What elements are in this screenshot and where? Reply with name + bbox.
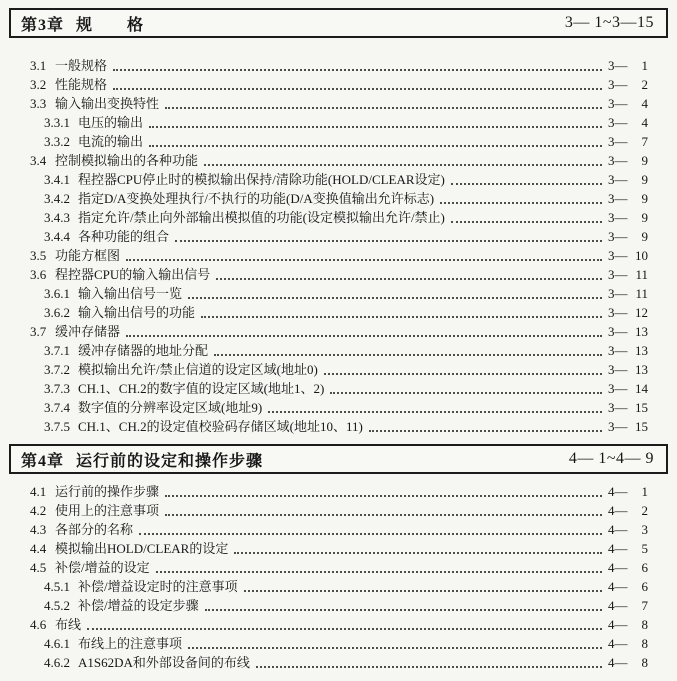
toc-entry-page-number: 15 [635,419,648,434]
toc-entry [30,322,648,341]
toc-entry-number: 4.6 [30,617,47,632]
chapter-4-number: 第4章 [21,452,65,470]
toc-entry-page [608,284,648,303]
chapter-3-number: 第3章 [21,16,65,34]
dot-leader [149,126,602,128]
toc-entry-title: 各种功能的组合 [78,229,170,244]
toc-entry-page [608,56,648,75]
toc-entry-page-number: 9 [641,191,648,206]
toc-entry-number: 4.3 [30,522,47,537]
toc-entry-page-number: 9 [641,210,648,225]
toc-entry [30,75,648,94]
toc-entry-page [608,539,648,558]
toc-entry-title: 布线 [55,617,82,632]
toc-entry-number: 3.3.1 [44,115,70,130]
toc-entry-page [608,75,648,94]
toc-entry-page-number: 8 [641,655,648,670]
toc-entry-title: 补偿/增益的设定 [55,560,150,575]
toc-entry-title: 布线上的注意事项 [78,636,183,651]
toc-entry-page-chapter: 3— [608,210,628,225]
toc-entry-title: 性能规格 [55,77,108,92]
dot-leader [126,259,602,261]
toc-entry-page-chapter: 3— [608,381,628,396]
toc-entry-page [608,322,648,341]
toc-entry-page-chapter: 4— [608,560,628,575]
toc-entry-page [608,341,648,360]
toc-entry-title: CH.1、CH.2的设定值校验码存储区域(地址10、11) [78,419,363,434]
toc-entry-title: 模拟输出允许/禁止信道的设定区域(地址0) [78,362,318,377]
chapter-3-header [9,8,668,38]
toc-entry-page-chapter: 3— [608,343,628,358]
toc-entry-number: 3.1 [30,58,47,73]
toc-entry-number: 3.4.4 [44,229,70,244]
toc-entry-title: 一般规格 [55,58,108,73]
toc-entry-page [608,558,648,577]
toc-entry-page-number: 11 [635,267,648,282]
toc-entry-page [608,303,648,322]
toc-entry-page-chapter: 3— [608,248,628,263]
dot-leader [256,666,602,668]
toc-entry-page [608,653,648,672]
toc-entry-page [608,634,648,653]
dot-leader [113,69,602,71]
toc-entry [30,596,648,615]
dot-leader [201,316,602,318]
toc-entry-title: 使用上的注意事项 [55,503,160,518]
toc-entry-page-chapter: 4— [608,484,628,499]
toc-entry-title: 程控器CPU停止时的模拟输出保持/清除功能(HOLD/CLEAR设定) [78,172,445,187]
toc-entry-number: 3.7.1 [44,343,70,358]
dot-leader [126,335,602,337]
toc-entry-title: 输入输出信号的功能 [78,305,196,320]
toc-entry-title: 功能方框图 [55,248,121,263]
toc-entry-title: CH.1、CH.2的数字值的设定区域(地址1、2) [78,381,325,396]
toc-list-chapter-3 [30,56,648,436]
chapter-3-title: 规 格 [76,16,145,34]
toc-entry-page-number: 1 [641,484,648,499]
toc-entry-title: 电流的输出 [78,134,144,149]
toc-entry [30,360,648,379]
toc-entry [30,246,648,265]
toc-entry-page [608,398,648,417]
toc-entry-page [608,482,648,501]
toc-entry-page-chapter: 3— [608,77,628,92]
toc-entry-number: 3.7.4 [44,400,70,415]
dot-leader [87,628,602,630]
dot-leader [451,221,602,223]
toc-entry-page [608,501,648,520]
toc-entry-page-chapter: 3— [608,286,628,301]
toc-entry-page-number: 7 [641,134,648,149]
toc-entry-page [608,151,648,170]
chapter-3-page-range: 3— 1~3—15 [564,14,654,31]
toc-entry-page [608,360,648,379]
toc-entry-page-number: 2 [641,77,648,92]
toc-entry-page [608,189,648,208]
toc-entry [30,482,648,501]
dot-leader [234,552,602,554]
toc-entry-title: 控制模拟输出的各种功能 [55,153,199,168]
toc-entry-title: A1S62DA和外部设备间的布线 [78,655,250,670]
toc-entry-title: 电压的输出 [78,115,144,130]
toc-entry-title: 补偿/增益设定时的注意事项 [78,579,238,594]
toc-entry [30,634,648,653]
toc-entry-page-chapter: 3— [608,153,628,168]
dot-leader [165,514,602,516]
toc-entry [30,208,648,227]
toc-entry [30,227,648,246]
toc-entry-title: 各部分的名称 [55,522,134,537]
toc-entry [30,265,648,284]
toc-entry-page-chapter: 3— [608,58,628,73]
dot-leader [149,145,602,147]
toc-entry-number: 4.5 [30,560,47,575]
chapter-4-page-range: 4— 1~4— 9 [568,450,654,467]
toc-entry-page [608,227,648,246]
toc-entry-page-chapter: 3— [608,172,628,187]
dot-leader [204,164,602,166]
toc-entry-title: 补偿/增益的设定步骤 [78,598,199,613]
toc-entry-title: 运行前的操作步骤 [55,484,160,499]
toc-entry [30,94,648,113]
toc-entry-page-chapter: 4— [608,655,628,670]
toc-entry-number: 3.3 [30,96,47,111]
toc-entry-title: 程控器CPU的输入输出信号 [55,267,211,282]
toc-entry-page-number: 9 [641,229,648,244]
toc-entry-page [608,132,648,151]
toc-entry-page [608,379,648,398]
toc-entry-page [608,265,648,284]
toc-entry-number: 3.6 [30,267,47,282]
dot-leader [156,571,602,573]
toc-entry-page [608,596,648,615]
toc-entry [30,303,648,322]
toc-entry-number: 3.6.2 [44,305,70,320]
dot-leader [324,373,602,375]
toc-entry-number: 3.4.2 [44,191,70,206]
toc-entry-page-number: 4 [641,96,648,111]
toc-entry [30,539,648,558]
toc-entry-page-chapter: 3— [608,229,628,244]
toc-entry-page [608,417,648,436]
toc-entry [30,501,648,520]
toc-entry-page [608,577,648,596]
toc-entry-page-number: 8 [641,636,648,651]
dot-leader [268,411,602,413]
toc-entry-page-chapter: 3— [608,400,628,415]
toc-entry-page-number: 6 [641,579,648,594]
toc-entry-page-number: 3 [641,522,648,537]
toc-entry-page [608,615,648,634]
toc-entry-number: 4.6.2 [44,655,70,670]
toc-entry-page-chapter: 3— [608,267,628,282]
toc-entry-title: 指定D/A变换处理执行/不执行的功能(D/A变换值输出允许标志) [78,191,435,206]
dot-leader [175,240,602,242]
dot-leader [165,495,602,497]
toc-entry-page-number: 2 [641,503,648,518]
toc-entry-number: 3.4 [30,153,47,168]
toc-entry-page-chapter: 3— [608,419,628,434]
toc-entry [30,189,648,208]
dot-leader [188,647,602,649]
toc-entry-number: 3.6.1 [44,286,70,301]
toc-entry [30,653,648,672]
chapter-4-heading [21,448,263,471]
toc-entry [30,132,648,151]
toc-entry-page-chapter: 3— [608,324,628,339]
toc-entry-number: 4.5.1 [44,579,70,594]
toc-entry-page [608,246,648,265]
toc-entry-number: 4.2 [30,503,47,518]
chapter-4-title: 运行前的设定和操作步骤 [76,452,264,470]
toc-entry-title: 缓冲存储器的地址分配 [78,343,209,358]
toc-entry-page-chapter: 3— [608,96,628,111]
toc-entry-page-number: 12 [635,305,648,320]
toc-entry-page-chapter: 4— [608,503,628,518]
toc-entry-number: 4.1 [30,484,47,499]
dot-leader [214,354,602,356]
toc-entry-number: 3.2 [30,77,47,92]
toc-entry-page-number: 9 [641,172,648,187]
toc-page [0,8,677,681]
toc-entry [30,113,648,132]
toc-entry-title: 输入输出信号一览 [78,286,183,301]
toc-entry-page-number: 13 [635,324,648,339]
toc-entry [30,520,648,539]
toc-entry-page-chapter: 4— [608,636,628,651]
toc-entry-page-number: 13 [635,343,648,358]
toc-entry-page-chapter: 4— [608,522,628,537]
toc-entry-number: 3.7.5 [44,419,70,434]
toc-entry-title: 模拟输出HOLD/CLEAR的设定 [55,541,229,556]
toc-entry-number: 3.7.3 [44,381,70,396]
toc-entry [30,170,648,189]
toc-entry-number: 4.4 [30,541,47,556]
toc-entry-title: 指定允许/禁止向外部输出模拟值的功能(设定模拟输出允许/禁止) [78,210,445,225]
toc-entry-page-number: 1 [641,58,648,73]
dot-leader [139,533,602,535]
toc-entry-page-chapter: 3— [608,362,628,377]
toc-entry [30,284,648,303]
toc-entry-page-chapter: 3— [608,305,628,320]
toc-entry-page-number: 6 [641,560,648,575]
dot-leader [188,297,602,299]
toc-entry-title: 数字值的分辨率设定区域(地址9) [78,400,263,415]
toc-entry-number: 4.6.1 [44,636,70,651]
toc-entry-number: 3.4.1 [44,172,70,187]
toc-entry-page-chapter: 3— [608,191,628,206]
dot-leader [330,392,602,394]
toc-entry-page [608,170,648,189]
toc-entry-number: 3.7 [30,324,47,339]
dot-leader [369,430,602,432]
toc-entry-page-chapter: 4— [608,579,628,594]
toc-entry-number: 4.5.2 [44,598,70,613]
toc-entry [30,56,648,75]
dot-leader [113,88,602,90]
toc-entry-page-number: 11 [635,286,648,301]
toc-entry-page-number: 5 [641,541,648,556]
toc-list-chapter-4 [30,482,648,672]
toc-entry [30,417,648,436]
toc-entry-page-number: 14 [635,381,648,396]
dot-leader [216,278,602,280]
toc-entry-page-number: 9 [641,153,648,168]
toc-entry-number: 3.5 [30,248,47,263]
toc-entry-page-number: 8 [641,617,648,632]
toc-entry-page-number: 7 [641,598,648,613]
toc-entry [30,398,648,417]
toc-entry-page-number: 4 [641,115,648,130]
toc-entry-page-chapter: 3— [608,134,628,149]
toc-entry-page [608,113,648,132]
toc-entry [30,379,648,398]
chapter-4-header [9,444,668,474]
toc-entry-number: 3.7.2 [44,362,70,377]
toc-entry-page-chapter: 4— [608,598,628,613]
dot-leader [440,202,602,204]
toc-entry-page-chapter: 4— [608,541,628,556]
toc-entry-number: 3.3.2 [44,134,70,149]
chapter-3-heading [21,12,144,35]
toc-entry-page-number: 15 [635,400,648,415]
toc-entry-title: 缓冲存储器 [55,324,121,339]
toc-entry [30,577,648,596]
toc-entry [30,558,648,577]
dot-leader [451,183,602,185]
toc-entry-page [608,94,648,113]
toc-entry-title: 输入输出变换特性 [55,96,160,111]
toc-entry-page-number: 13 [635,362,648,377]
toc-entry-page [608,208,648,227]
toc-entry-number: 3.4.3 [44,210,70,225]
toc-entry [30,341,648,360]
toc-entry-page-chapter: 3— [608,115,628,130]
toc-entry [30,151,648,170]
toc-entry-page [608,520,648,539]
toc-entry-page-chapter: 4— [608,617,628,632]
toc-entry [30,615,648,634]
dot-leader [165,107,602,109]
dot-leader [244,590,602,592]
dot-leader [205,609,602,611]
toc-entry-page-number: 10 [635,248,648,263]
